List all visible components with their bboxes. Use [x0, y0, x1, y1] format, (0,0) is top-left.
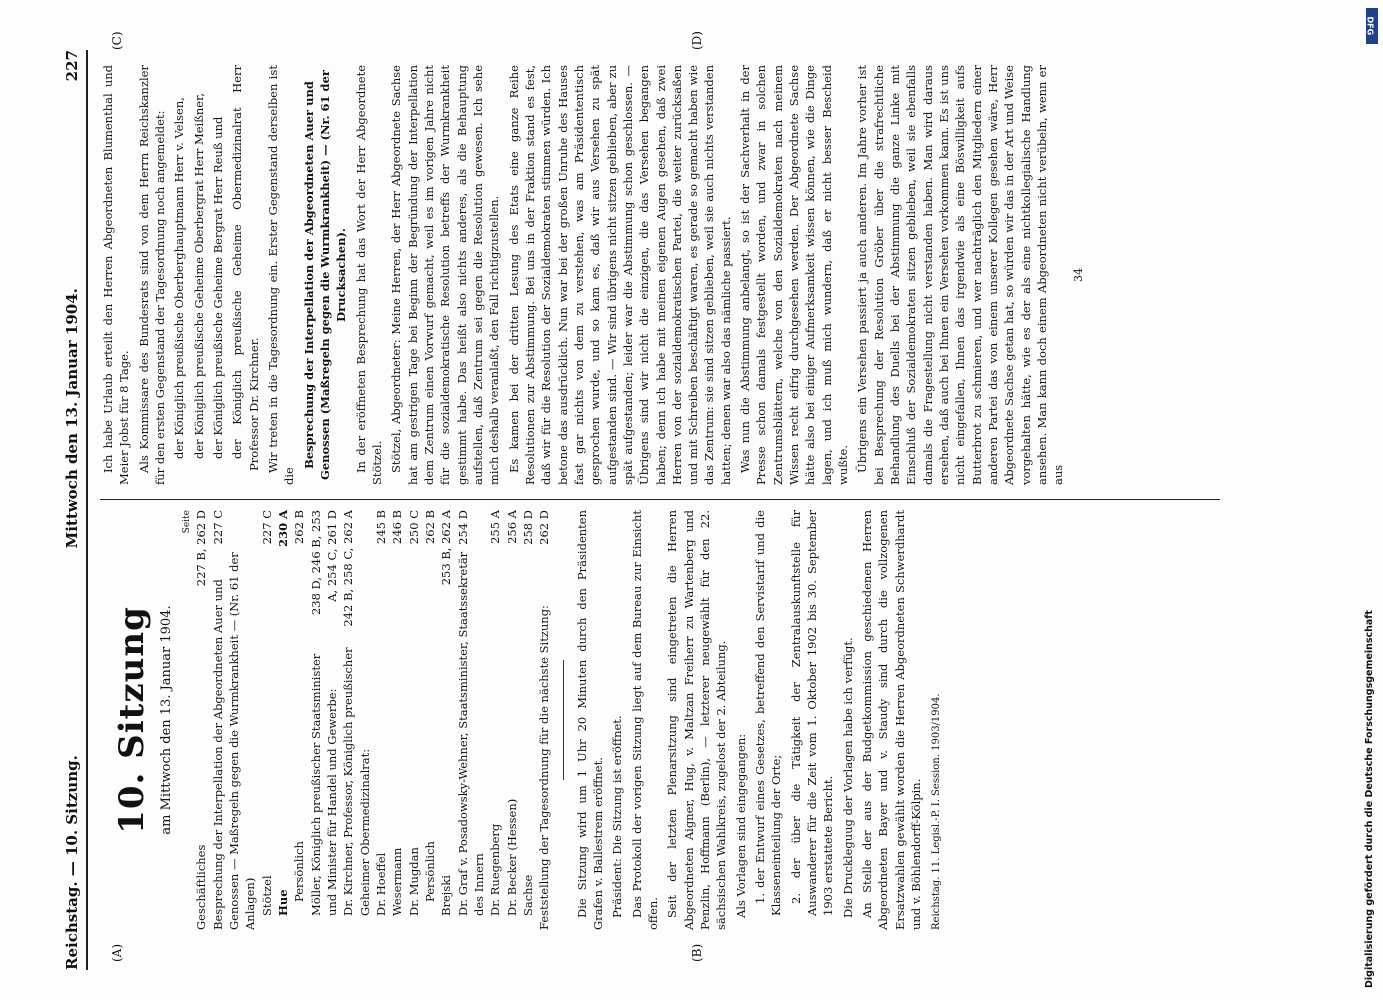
toc-page: 250 C [406, 510, 421, 545]
toc-page: 262 B [292, 510, 307, 545]
paragraph: Was nun die Abstimmung anbelangt, so ist der Sachverhalt in der Presse schon damals festgestellt worden, und zwar in solchen Zentrumsblättern, welche von den Sozialdemokraten nach meinem Wissen recht eifrig durchgesehen werden. Der Abgeordnete Sachse hätte also bei einiger Aufmerksamkeit wissen können, wie die Dinge lagen, und ich muß mich wundern, daß er nicht besser Bescheid wußte. [738, 65, 851, 485]
signature-number: 34 [1071, 268, 1085, 282]
toc-row [536, 510, 552, 930]
toc-page: 258 D [521, 510, 536, 545]
toc-row [210, 510, 259, 930]
paragraph: der Königlich preußische Oberberghauptmann Herr v. Velsen, [172, 97, 187, 459]
toc-page: 246 B [390, 510, 405, 545]
toc-text: Persönlich [423, 841, 438, 902]
toc-page: 245 B [374, 510, 389, 545]
paragraph: Als Vorlagen sind eingegangen: [733, 733, 748, 918]
paragraph: Als Kommissare des Bundesrats sind von dem Herrn Reichskanzler für den ersten Gegenstand der Tagesordnung noch angemeldet: [136, 65, 167, 485]
paragraph: der Königlich preußische Geheime Obermedizinalrat Herr Professor Dr. Kirchner. [230, 65, 261, 471]
toc-row [259, 510, 275, 930]
footer-note: Reichstag. 11. Legisl.-P. I. Session. 1903/1904. [931, 693, 943, 930]
toc-text: Dr. Mugdan [406, 847, 421, 916]
toc-row [438, 510, 454, 930]
toc-row [389, 510, 405, 930]
right-column [100, 65, 1300, 485]
paragraph: An Stelle der aus der Budgetkommission geschiedenen Herren Abgeordneten Bayer und v. Staudy sind durch die vollzogenen Ersatzwahlen gewählt worden die Herren Abgeordneten Schwerdhardt und v. Böhlendorff-Kölpin. [859, 510, 923, 930]
margin-letter-d: (D) [690, 31, 704, 50]
paragraph: Das Protokoll der vorigen Sitzung liegt auf dem Bureau zur Einsicht offen. [629, 510, 661, 930]
column-divider [100, 499, 1220, 500]
paragraph: 2. der über die Tätigkeit der Zentralauskunftstelle für Auswanderer für die Zeit vom 1. Oktober 1902 bis 30. September 1903 erstattete Bericht. [788, 510, 836, 916]
header-left: Reichstag. — 10. Sitzung. [63, 755, 81, 970]
paragraph: der Königlich preußische Geheime Oberbergrat Herr Meißner, [191, 93, 206, 459]
page-header [58, 50, 88, 970]
toc-page: 227 C [259, 510, 274, 545]
toc-row [520, 510, 536, 930]
paragraph: Ich habe Urlaub erteilt den Herren Abgeordneten Blumenthal und Meier Jobst für 8 Tage. [101, 65, 132, 485]
toc-page: 238 D, 246 B, 253 A, 254 C, 261 D [308, 510, 340, 616]
toc-text: Hue [276, 889, 291, 916]
dfg-credit-text: Digitalisierung gefördert durch die Deutsche Forschungsgemeinschaft [1364, 610, 1375, 988]
margin-letter-c: (C) [110, 31, 124, 50]
toc-page: 242 B, 258 C, 262 A [341, 510, 356, 627]
paragraph: Es kamen bei der dritten Lesung des Etats eine ganze Reihe Resolutionen zur Abstimmung. Bei uns in der Fraktion stand es fest, daß wir für die Resolution der Sozialdemokraten stimmen würden. Ich betone das ausdrücklich. Nun war bei der großen Unruhe des Hauses fast gar nichts von dem zu verstehen, was am Präsidententisch gesprochen wurde, und so kam es, daß wir aus Versehen zu spät aufgestanden sind. — Wir sind übrigens nicht sitzen geblieben, aber zu spät aufgestanden; leider war die Abstimmung schon geschlossen. — Übrigens sind wir nicht die einzigen, die das Versehen begangen haben; denn ich habe mit meinen eigenen Augen gesehen, daß zwei Herren von der sozialdemokratischen Partei, die weiter zurücksaßen und mit Schreiben beschäftigt waren, es gerade so gemacht haben wie das Zentrum: sie sind sitzen geblieben, weil sie auch nichts verstanden hatten; denen war also das nämliche passiert. [506, 65, 733, 485]
header-page-number: 227 [63, 50, 81, 82]
paragraph: Übrigens ein Versehen passiert ja auch anderen. Im Jahre vorher ist bei Besprechung der Resolution Gröber über die strafrechtliche Behandlung des Duells bei der Abstimmung die ganze Linke mit Einschluß der Sozialdemokraten sitzen geblieben, weil sie ebenfalls damals die Fragestellung nicht verstanden haben. Man wird daraus ersehen, daß auch bei Ihnen ein Versehen vorkommen kann. Es ist uns nicht eingefallen, Ihnen das irgendwie als eine Böswilligkeit aufs Butterbrot zu schmieren, und wer nachträglich den Mitgliedern einer anderen Partei das von einem unserer Kollegen gesehen wäre, Herr Abgeordnete Sachse getan hat, so würden wir das in der Art und Weise vorgehalten hätte, wie es der als eine nichtkollegialische Handlung ansehen. Man kann doch einem Abgeordneten nicht verübeln, wenn er aus [855, 65, 1066, 485]
table-of-contents [193, 510, 552, 930]
paragraph: Die Sitzung wird um 1 Uhr 20 Minuten durch den Präsidenten Grafen v. Ballestrem eröffnet. [574, 510, 606, 930]
toc-row [340, 510, 373, 930]
paragraph: Stötzel, Abgeordneter: Meine Herren, der Herr Abgeordnete Sachse hat am gestrigen Tage bei Beginn der Begründung der Interpellation dem Zentrum einen Vorwurf gemacht, weil es im vorigen Jahre nicht für die sozialdemokratische Resolution betreffs der Wurmkrankheit gestimmt habe. Das heißt also nichts anderes, als die Behauptung aufstellen, daß Zentrum sei gegen die Resolution gewesen. Ich sehe mich deshalb veranlaßt, den Fall richtigzustellen. [389, 65, 502, 485]
section-divider [563, 660, 564, 780]
paragraph: der Königlich preußische Geheime Bergrat Herr Reuß und [210, 116, 225, 459]
dfg-credit-strip [1362, 8, 1380, 988]
paragraph: Präsident: Die Sitzung ist eröffnet. [610, 715, 625, 918]
toc-page: 227 B, 262 D [194, 510, 209, 587]
toc-text: Besprechung der Interpellation der Abgeordneten Auer und Genossen — Maßregeln gegen die Wurmkrankheit — (Nr. 61 der Anlagen) [210, 552, 258, 930]
toc-text: Wesermann [390, 847, 405, 916]
toc-text: Feststellung der Tagesordnung für die nächste Sitzung: [537, 605, 552, 930]
dfg-logo-icon: DFG [1366, 8, 1378, 44]
left-column [100, 510, 1300, 930]
toc-row [455, 510, 488, 930]
agenda-item: Besprechung der Interpellation der Abgeordneten Auer und Genossen (Maßregeln gegen die Wurmkrankheit) — (Nr. 61 der Drucksachen). [301, 70, 349, 480]
toc-page: 254 D [455, 510, 470, 545]
toc-page: 262 D [537, 510, 552, 545]
toc-text: Dr. Becker (Hessen) [504, 798, 519, 916]
toc-row [275, 510, 291, 930]
toc-row [291, 510, 307, 930]
toc-page: 262 B [423, 510, 438, 545]
toc-page: 255 A [488, 510, 503, 544]
toc-page: 230 A [276, 510, 291, 547]
seite-label: Seite [181, 510, 192, 534]
toc-text: Dr. Graf v. Posadowsky-Wehner, Staatsminister, Staatssekretär des Innern [455, 551, 487, 916]
margin-letter-b: (B) [690, 943, 704, 962]
toc-text: Dr. Ruegenberg [488, 823, 503, 916]
toc-text: Persönlich [292, 841, 307, 902]
session-title: 10. Sitzung [112, 606, 152, 834]
toc-row [373, 510, 389, 930]
toc-text: Dr. Hoeffel [374, 852, 389, 916]
paragraph: In der eröffneten Besprechung hat das Wort der Herr Abgeordnete Stötzel. [353, 65, 384, 485]
toc-row [308, 510, 341, 930]
toc-text: Geschäftliches [194, 844, 209, 930]
toc-row [487, 510, 503, 930]
toc-row [193, 510, 209, 930]
toc-text: Dr. Kirchner, Professor, Königlich preußischer Geheimer Obermedizinalrat: [341, 647, 372, 916]
header-center: Mittwoch den 13. Januar 1904. [63, 288, 81, 549]
toc-row [504, 510, 520, 930]
toc-row [406, 510, 422, 930]
session-date: am Mittwoch den 13. Januar 1904. [159, 605, 175, 835]
toc-text: Sachse [521, 874, 536, 916]
toc-page: 227 C [210, 510, 225, 545]
toc-page: 253 B, 262 A [439, 510, 454, 586]
paragraph: Seit der letzten Plenarsitzung sind eingetreten die Herren Abgeordneten Aigner, Hug, v. Maltzan Freiherr zu Wartenberg und Penzlin, Hoffmann (Berlin), — letzterer neugewählt für den 22. sächsischen Wahlkreis, zugelost der 2. Abteilung. [665, 510, 729, 930]
margin-letter-a: (A) [110, 943, 124, 962]
toc-text: Stötzel [259, 875, 274, 916]
toc-row [422, 510, 438, 930]
paragraph: 1. der Entwurf eines Gesetzes, betreffend den Servistarif und die Klasseneinteilung der Orte; [752, 510, 784, 916]
paragraph: Die Druckleguug der Vorlagen habe ich verfügt. [840, 637, 855, 918]
toc-text: Brejski [439, 875, 454, 916]
toc-text: Möller, Königlich preußischer Staatsminister und Minister für Handel und Gewerbe: [308, 653, 340, 916]
toc-page: 256 A [504, 510, 519, 544]
paragraph: Wir treten in die Tagesordnung ein. Erster Gegenstand derselben ist die [265, 65, 297, 485]
